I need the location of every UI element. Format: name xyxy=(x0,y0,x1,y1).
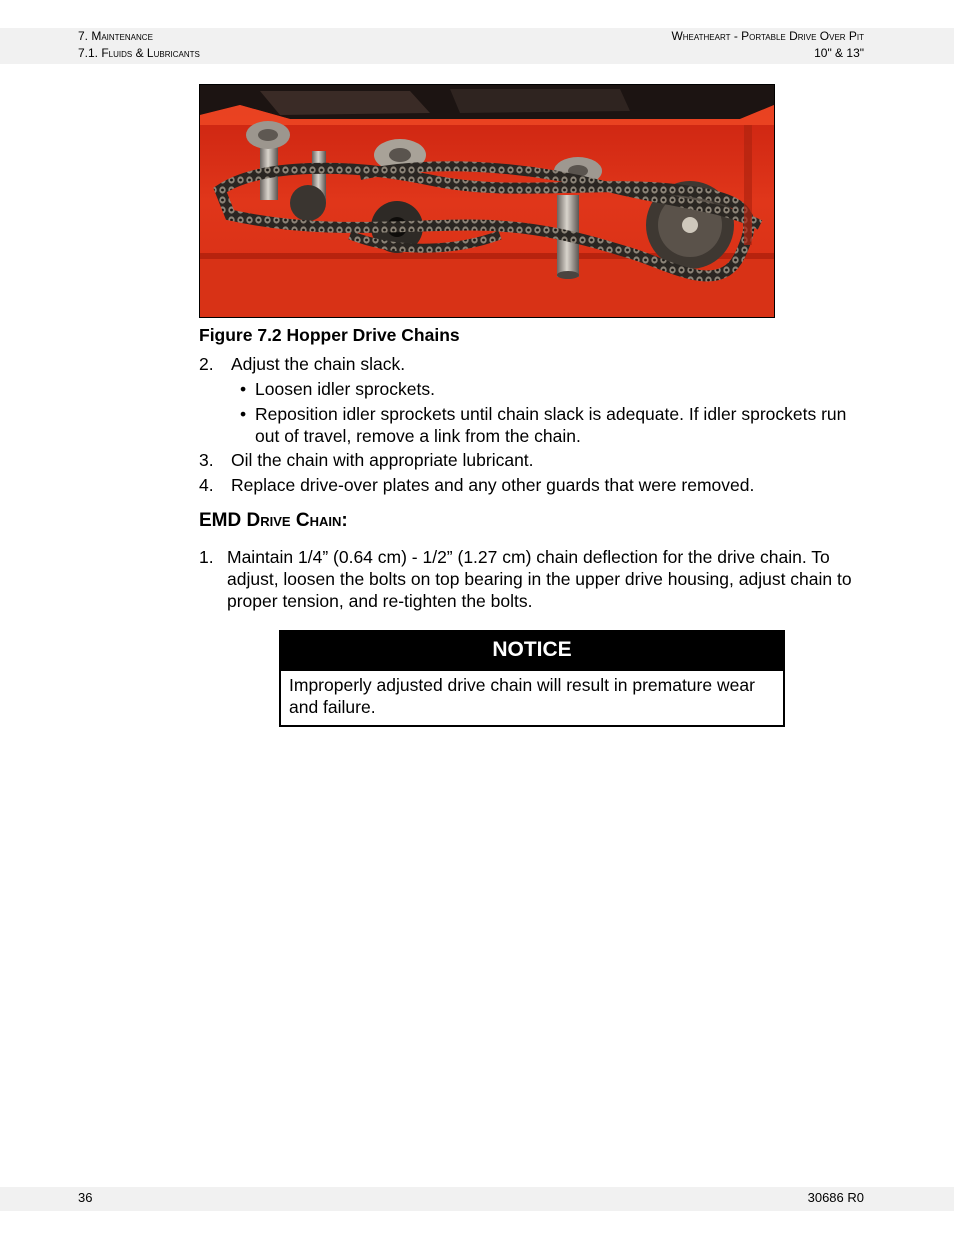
header-right xyxy=(671,28,864,62)
step-number: 2. xyxy=(199,354,214,374)
figure-caption: Figure 7.2 Hopper Drive Chains xyxy=(199,325,460,345)
document-id: 30686 R0 xyxy=(807,1190,864,1205)
step-text: Replace drive-over plates and any other guards that were removed. xyxy=(231,475,755,495)
step-number: 4. xyxy=(199,475,214,495)
bullet-item xyxy=(240,403,860,447)
step-item xyxy=(199,353,405,375)
step-item xyxy=(199,474,754,496)
bullet-marker: • xyxy=(240,404,247,424)
step-number: 3. xyxy=(199,450,214,470)
bullet-text: Loosen idler sprockets. xyxy=(255,379,435,399)
section-heading: EMD Drive Chain: xyxy=(199,510,348,531)
header-size: 10" & 13" xyxy=(814,46,864,60)
notice-text: Improperly adjusted drive chain will result in premature wear and failure. xyxy=(289,675,755,717)
header-left xyxy=(78,28,200,62)
page-number: 36 xyxy=(78,1190,93,1205)
bullet-item xyxy=(240,378,860,400)
header-section: 7.1. Fluids & Lubricants xyxy=(78,46,200,60)
bullet-marker: • xyxy=(240,379,247,399)
step-item xyxy=(199,449,534,471)
step-text: Maintain 1/4” (0.64 cm) - 1/2” (1.27 cm) chain deflection for the drive chain. To adjust, loosen the bolts on top bearing in the upper drive housing, adjust chain to proper tension, and re-tighten the bolts. xyxy=(227,547,852,611)
step-number: 1. xyxy=(199,547,214,567)
notice-title: NOTICE xyxy=(281,632,783,671)
header-product: Wheatheart - Portable Drive Over Pit xyxy=(671,29,864,43)
step-item xyxy=(199,546,869,612)
header-chapter: 7. Maintenance xyxy=(78,29,153,43)
step-text: Oil the chain with appropriate lubricant. xyxy=(231,450,534,470)
notice-box xyxy=(279,630,785,727)
hopper-drive-chains-photo xyxy=(199,84,775,318)
bullet-text: Reposition idler sprockets until chain slack is adequate. If idler sprockets run out of travel, remove a link from the chain. xyxy=(255,404,847,446)
step-text: Adjust the chain slack. xyxy=(231,354,406,374)
